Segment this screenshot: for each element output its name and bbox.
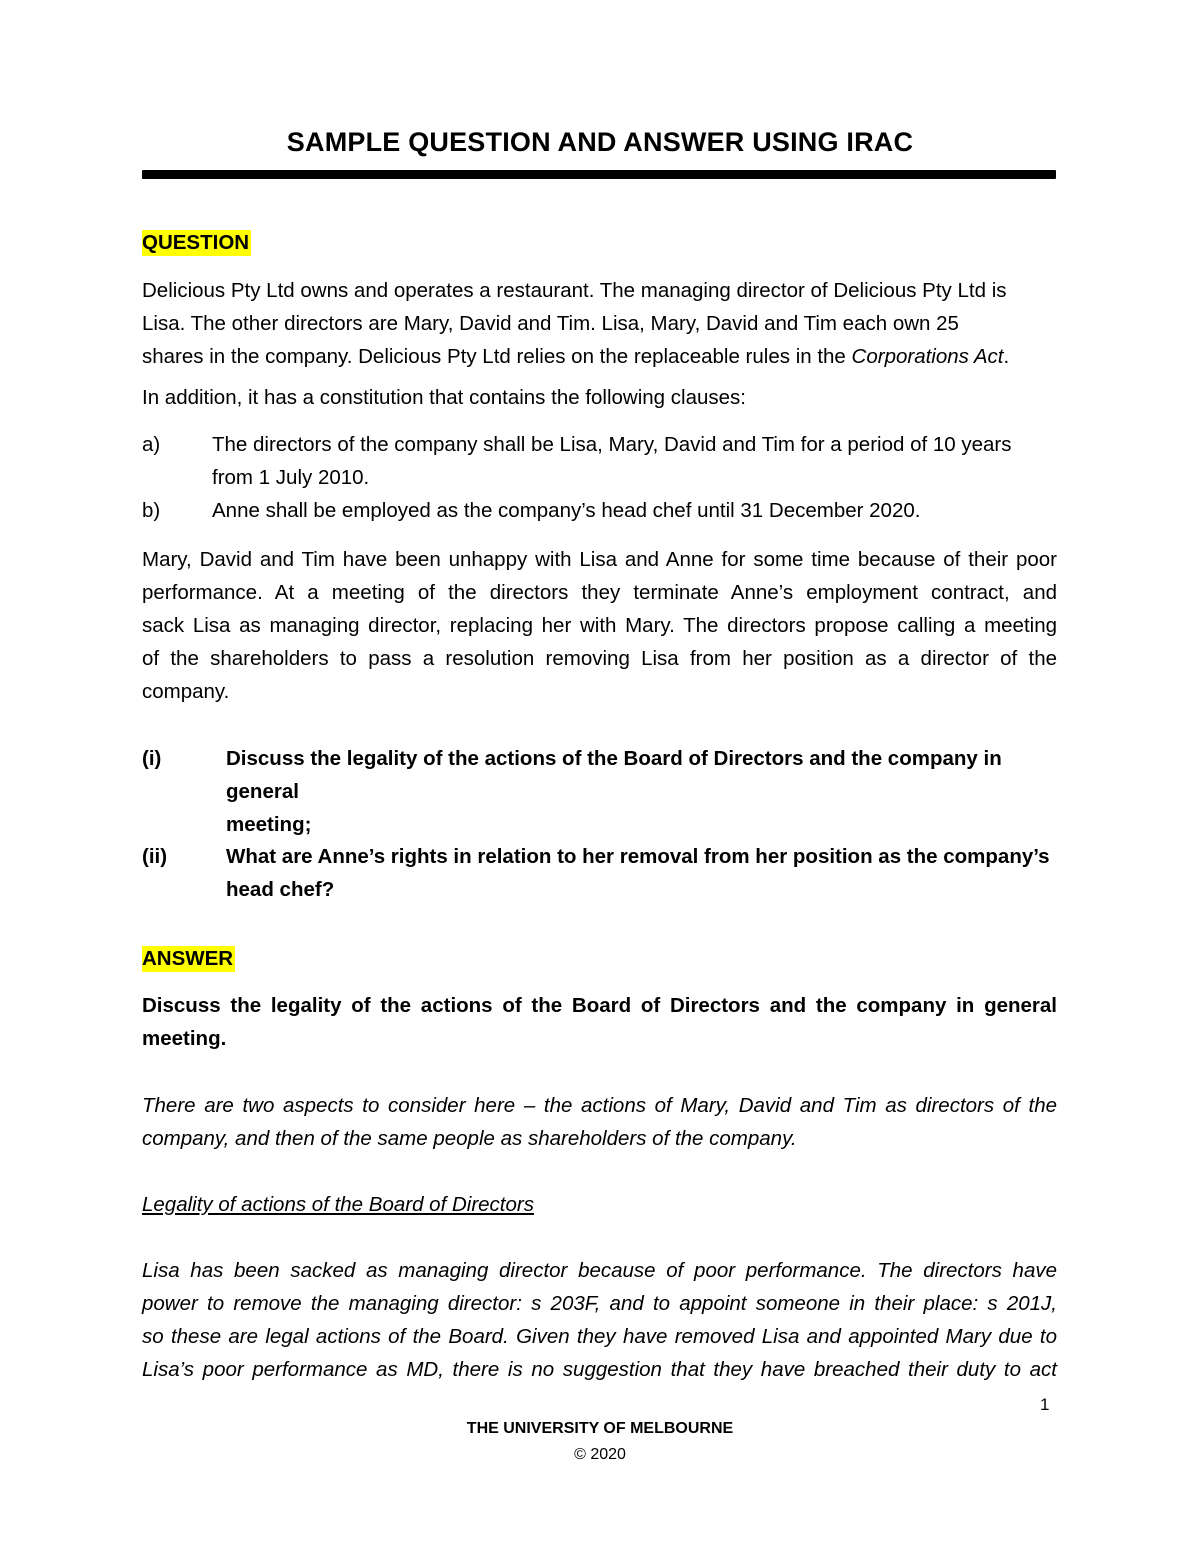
sub-question-i-text (226, 742, 1058, 841)
question-paragraph-1 (142, 274, 1057, 373)
sub-question-i-marker: (i) (142, 747, 162, 770)
answer-label: ANSWER (142, 947, 234, 970)
question-p3-line-1: Mary, David and Tim have been unhappy with Lisa and Anne for some time because of their poor (142, 548, 1057, 571)
clause-a-marker: a) (142, 433, 161, 456)
sub-question-ii-line-2: head chef? (226, 878, 335, 901)
question-p1-line-1: Delicious Pty Ltd owns and operates a restaurant. The managing director of Delicious Pty Ltd is (142, 279, 1007, 302)
answer-body-line-2: power to remove the managing director: s 203F, and to appoint someone in their place: s 201J, (142, 1292, 1057, 1315)
clause-a-line-1: The directors of the company shall be Lisa, Mary, David and Tim for a period of 10 years (212, 433, 1012, 456)
clause-b-text: Anne shall be employed as the company’s head chef until 31 December 2020. (212, 499, 921, 522)
footer-copyright: © 2020 (574, 1446, 626, 1463)
question-paragraph-2: In addition, it has a constitution that contains the following clauses: (142, 386, 746, 409)
answer-body-line-3: so these are legal actions of the Board. Given they have removed Lisa and appointed Mary due to (142, 1325, 1057, 1348)
sub-question-ii-marker: (ii) (142, 845, 168, 868)
answer-intro (142, 1089, 1057, 1155)
question-p3-line-2: performance. At a meeting of the directors they terminate Anne’s employment contract, and (142, 581, 1057, 604)
clause-a-line-2: from 1 July 2010. (212, 466, 370, 489)
answer-body-line-4: Lisa’s poor performance as MD, there is no suggestion that they have breached their duty to act (142, 1358, 1057, 1381)
answer-label-wrap (142, 942, 235, 977)
answer-heading-line-1: Discuss the legality of the actions of the Board of Directors and the company in general (142, 994, 1057, 1017)
sub-question-i-line-2: meeting; (226, 813, 312, 836)
answer-intro-line-1: There are two aspects to consider here – the actions of Mary, David and Tim as directors of the (142, 1094, 1057, 1117)
answer-subheading: Legality of actions of the Board of Directors (142, 1193, 534, 1216)
corporations-act-ref: Corporations Act (851, 345, 1004, 368)
question-p1-line-3 (142, 340, 1057, 373)
title-rule (142, 170, 1056, 179)
answer-heading-line-2: meeting. (142, 1027, 227, 1050)
question-p1-line-3-text: shares in the company. Delicious Pty Ltd relies on the replaceable rules in the (142, 345, 852, 368)
sub-question-ii-text (226, 840, 1058, 906)
sub-question-i-line-1: Discuss the legality of the actions of the Board of Directors and the company in general (226, 747, 1002, 803)
footer-institution: THE UNIVERSITY OF MELBOURNE (466, 1420, 734, 1437)
page-number: 1 (1040, 1395, 1050, 1414)
question-paragraph-3 (142, 543, 1057, 708)
answer-body (142, 1254, 1057, 1386)
question-label-wrap (142, 226, 251, 261)
answer-body-line-1: Lisa has been sacked as managing director because of poor performance. The directors have (142, 1259, 1057, 1282)
clause-a-text (212, 428, 1058, 494)
sub-question-ii-line-1: What are Anne’s rights in relation to her removal from her position as the company’s (226, 845, 1050, 868)
question-p1-line-2: Lisa. The other directors are Mary, David and Tim. Lisa, Mary, David and Tim each own 25 (142, 312, 959, 335)
answer-heading (142, 989, 1057, 1055)
document-title: SAMPLE QUESTION AND ANSWER USING IRAC (286, 127, 914, 157)
question-p1-period: . (1003, 345, 1010, 368)
question-label: QUESTION (142, 231, 250, 254)
question-p3-line-3: sack Lisa as managing director, replacing her with Mary. The directors propose calling a meeting (142, 614, 1057, 637)
clause-b-marker: b) (142, 499, 161, 522)
question-p3-line-5: company. (142, 680, 230, 703)
answer-intro-line-2: company, and then of the same people as shareholders of the company. (142, 1127, 797, 1150)
question-p3-line-4: of the shareholders to pass a resolution removing Lisa from her position as a director of the (142, 647, 1057, 670)
